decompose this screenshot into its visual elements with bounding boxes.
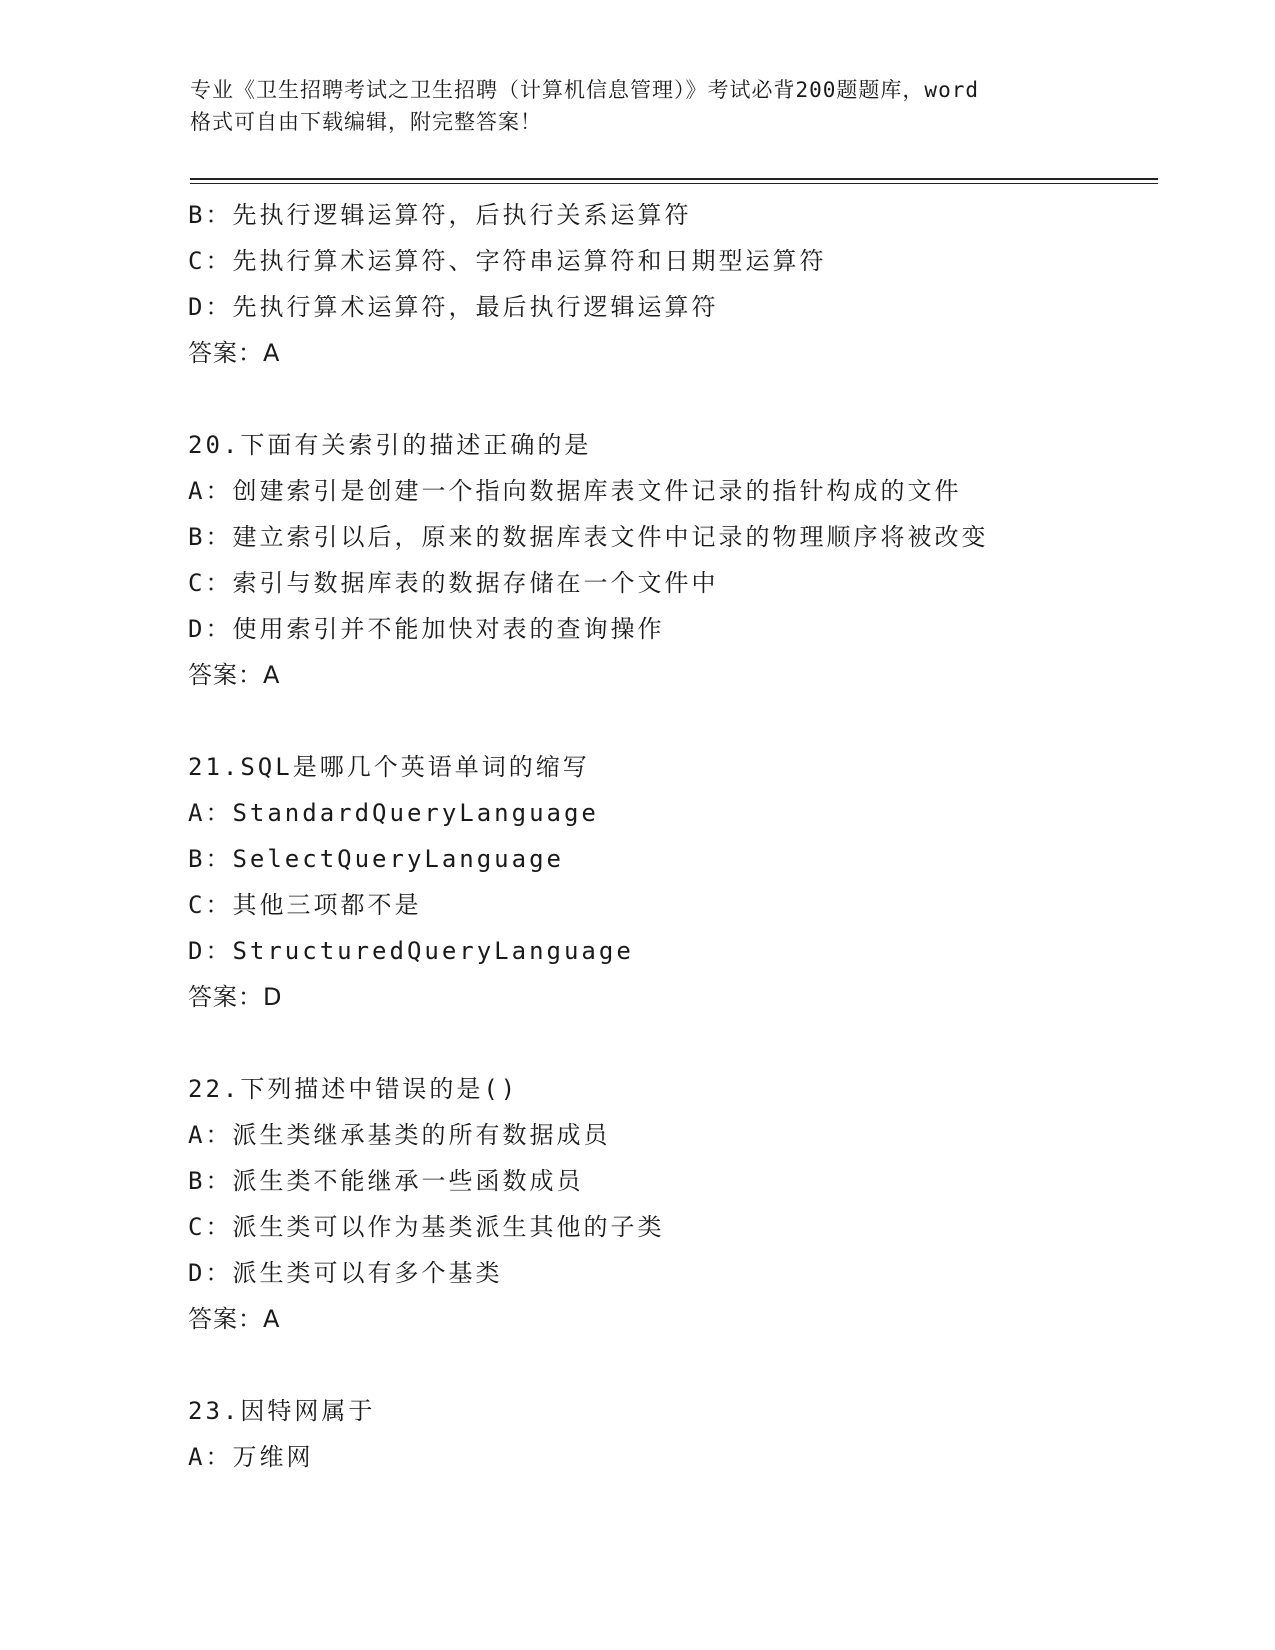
option-d: D：派生类可以有多个基类 (188, 1259, 503, 1287)
option-b: B：建立索引以后，原来的数据库表文件中记录的物理顺序将被改变 (188, 523, 989, 551)
option-c: C：先执行算术运算符、字符串运算符和日期型运算符 (188, 247, 827, 275)
spacer (188, 698, 1168, 744)
option-b: B：SelectQueryLanguage (188, 845, 564, 873)
option-d: D：StructuredQueryLanguage (188, 937, 634, 965)
header-divider-thin (190, 183, 1158, 184)
question-block-22 (188, 1066, 1168, 1342)
option-c: C：索引与数据库表的数据存储在一个文件中 (188, 569, 719, 597)
answer-label: 答案：A (188, 339, 281, 367)
question-block-19 (188, 192, 1168, 376)
spacer (188, 376, 1168, 422)
option-a: A：万维网 (188, 1443, 314, 1471)
option-d: D：先执行算术运算符，最后执行逻辑运算符 (188, 293, 719, 321)
answer-label: 答案：A (188, 1305, 281, 1333)
answer-label: 答案：A (188, 661, 281, 689)
header-title-line2: 格式可自由下载编辑，附完整答案！ (190, 110, 542, 134)
question-text: 23.因特网属于 (188, 1397, 376, 1425)
question-block-23 (188, 1388, 1168, 1480)
option-a: A：StandardQueryLanguage (188, 799, 599, 827)
question-block-21 (188, 744, 1168, 1020)
spacer (188, 1020, 1168, 1066)
question-text: 21.SQL是哪几个英语单词的缩写 (188, 753, 590, 781)
question-list (188, 192, 1168, 1480)
document-header (190, 74, 1090, 138)
option-d: D：使用索引并不能加快对表的查询操作 (188, 615, 665, 643)
question-text: 22.下列描述中错误的是() (188, 1075, 519, 1103)
spacer (188, 1342, 1168, 1388)
header-divider-thick (190, 178, 1158, 180)
answer-label: 答案：D (188, 983, 283, 1011)
option-a: A：创建索引是创建一个指向数据库表文件记录的指针构成的文件 (188, 477, 962, 505)
option-b: B：派生类不能继承一些函数成员 (188, 1167, 584, 1195)
option-b: B：先执行逻辑运算符，后执行关系运算符 (188, 201, 692, 229)
option-a: A：派生类继承基类的所有数据成员 (188, 1121, 611, 1149)
header-title-line1: 专业《卫生招聘考试之卫生招聘（计算机信息管理）》考试必背200题题库，word (190, 78, 979, 102)
question-block-20 (188, 422, 1168, 698)
question-text: 20.下面有关索引的描述正确的是 (188, 431, 592, 459)
option-c: C：其他三项都不是 (188, 891, 422, 919)
option-c: C：派生类可以作为基类派生其他的子类 (188, 1213, 665, 1241)
